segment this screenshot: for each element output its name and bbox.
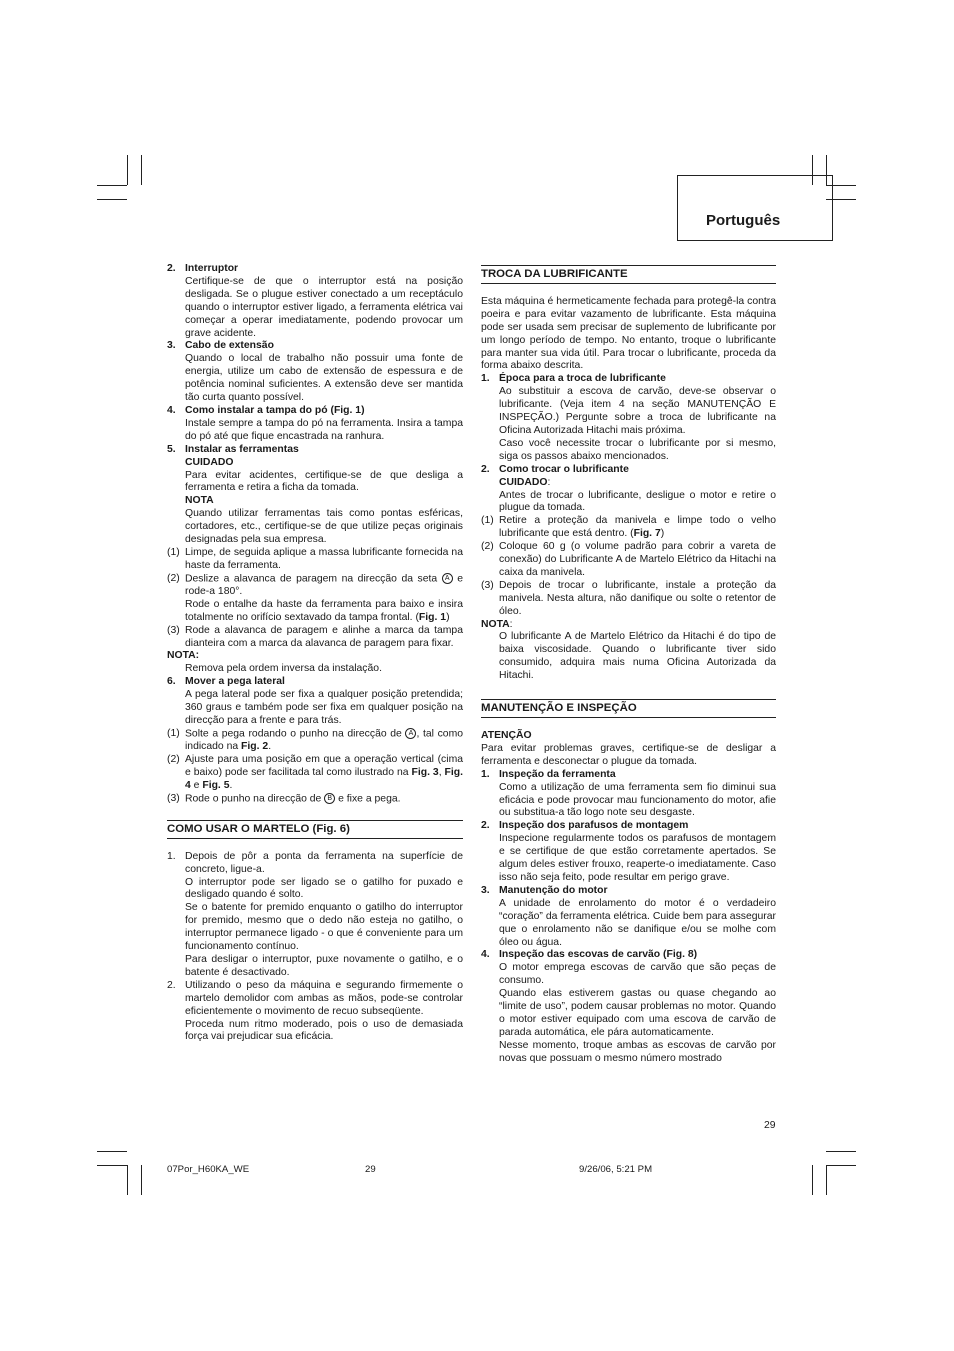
item-switch: 2. Interruptor Certifique-se de que o interruptor está na posição desligada. Se o plugue estiver conectado a um receptáculo quando o interruptor estiver ligado, a ferramenta elétrica vai começar a operar imediatamente, podendo provocar um grave acidente. bbox=[167, 263, 463, 339]
item-dust-cover: 4. Como instalar a tampa do pó (Fig. 1) Instale sempre a tampa do pó na ferramenta. Insira a tampa do pó até que fique encastrada na ranhura. bbox=[167, 404, 463, 442]
item-text: A pega lateral pode ser fixa a qualquer posição pretendida; 360 graus e também pode ser fixa em qualquer posição na direcção para a frente e para trás. bbox=[185, 689, 463, 726]
item-install-tools: 5. Instalar as ferramentas CUIDADO Para evitar acidentes, certifique-se de que desliga a ferramenta e retira a ficha da tomada. NOTA Quando utilizar ferramentas tais como pontas esféricas, cortadores, etc., certifique-se de que utilize peças originais designadas pela sua empresa. bbox=[167, 443, 463, 546]
crop-mark bbox=[812, 1165, 813, 1195]
warning-text: Para evitar problemas graves, certifique-se de desligar a ferramenta e desconectar o plugue da tomada. bbox=[481, 742, 776, 767]
item-title: Manutenção do motor bbox=[499, 884, 608, 896]
section-title-lubricant: TROCA DA LUBRIFICANTE bbox=[481, 265, 776, 284]
item-carbon-brushes: 4. Inspeção das escovas de carvão (Fig. 8) O motor emprega escovas de carvão que são peças de consumo. Quando elas estiverem gastas ou quase chegando ao “limite de uso”, podem causar problemas no motor. Quando o motor estiver equipado com uma escova de carvão de parada automática, ele pára automaticamente. Nesse momento, troque ambas as escovas de carvão por novas que possuam o mesmo número mostrado bbox=[481, 949, 776, 1064]
step: (2) Coloque 60 g (o volume padrão para cobrir a vareta de conexão) do Lubrificante A de Martelo Elétrico da Hitachi na caixa da manivela. bbox=[481, 541, 776, 578]
crop-mark bbox=[127, 1165, 128, 1195]
item-title: Mover a pega lateral bbox=[185, 676, 285, 688]
left-column bbox=[167, 263, 463, 1044]
crop-mark bbox=[141, 155, 142, 185]
circled-letter-icon: A bbox=[405, 728, 416, 739]
note-label: NOTA: bbox=[167, 650, 200, 662]
item-text: Certifique-se de que o interruptor está na posição desligada. Se o plugue estiver conectado a um receptáculo quando o interruptor estiver ligado, a ferramenta elétrica vai começar a operar imediatamente, podendo provocar um grave acidente. bbox=[185, 275, 463, 339]
item-title: Inspeção dos parafusos de montagem bbox=[499, 820, 689, 832]
item-tool-inspection: 1. Inspeção da ferramenta Como a utilização de uma ferramenta sem fio diminui sua eficácia e pode provocar mau funcionamento do motor, afie ou substitua-a tão logo note seu desgaste. bbox=[481, 768, 776, 819]
step: (2) Deslize a alavanca de paragem na direcção da seta A e rode-a 180°. Rode o entalhe da haste da ferramenta para baixo e insira totalmente no orifício sextavado da tampa frontal. (Fig. 1) bbox=[167, 572, 464, 623]
note-label: NOTA bbox=[481, 618, 510, 630]
right-column: TROCA DA LUBRIFICANTE Esta máquina é hermeticamente fechada para protegê-la contra poeira e para evitar vazamento de lubrificante. Esta máquina pode ser usada sem precisar de suplemento de lubrificante por um longo período de tempo. No entanto, troque o lubrificante para manter sua vida útil. Para trocar o lubrificante, proceda da forma abaixo descrita. 1. Época para a troca de lubrificante Ao substituir a escova de carvão, deve-se observar o lubrificante. (Veja item 4 na seção MANUTENÇÃO E INSPEÇÃO.) Pergunte sobre a troca de lubrificante na Oficina Autorizada Hitachi mais próxima. Caso você necessite trocar o lubrificante por si mesmo, siga os passos abaixo mencionados. 2. Como trocar o lubrificante CUIDADO: Antes de trocar o lubrificante, desligue o motor e retire o plugue da tomada. (1) Retire a proteção da manivela e limpe todo o velho lubrificante que está dentro. (Fig. 7) (2) Coloque 60 g (o volume padrão para cobrir a vareta de conexão) do Lubrificante A de Martelo Elétrico da Hitachi na caixa da manivela. (3) Depois de trocar o lubrificante, instale a proteção da manivela. Nesta altura, não danifique ou solte o retentor de óleo. NOTA: O lubrificante A de Martelo Elétrico da Hitachi é do tipo de baixa viscosidade. Quando o lubrificante tiver sido consumido, adquira mais numa Oficina Autorizada da Hitachi. MANUTENÇÃO E INSPEÇÃO ATENÇÃO Para evitar problemas graves, certifique-se de desligar a ferramenta e desconectar o plugue da tomada. 1. Inspeção da ferramenta Como a utilização de uma ferramenta sem fio diminui sua eficácia e pode provocar mau funcionamento do motor, afie ou substitua-a tão logo note seu desgaste. 2. Inspeção dos parafusos de montagem Inspecione regularmente todos os parafusos de montagem e se certifique de que estão corretamente apertados. Se algum deles estiver frouxo, reaperte-o imediatamente. Caso isso não seja feito, pode resultar em perigo grave. 3. Manutenção do motor A unidade de enrolamento do motor é o verdadeiro “coração” da ferramenta elétrica. Cuide bem para assegurar que o enrolamento não se danifique e/ou se molhe com óleo ou água. 4. Inspeção das escovas de carvão (Fig. 8) O motor emprega escovas de carvão que são peças de consumo. Quando elas estiverem gastas ou quase chegando ao “limite de uso”, podem causar problemas no motor. Quando o motor estiver equipado com uma escova de carvão de parada automática, ele pára automaticamente. Nesse momento, troque ambas as escovas de carvão por novas que possuam o mesmo número mostrado bbox=[481, 263, 776, 1066]
item-title: Interruptor bbox=[185, 263, 239, 274]
caution-text: Para evitar acidentes, certifique-se de que desliga a ferramenta e retira a ficha da tomada. bbox=[185, 469, 463, 494]
item-title: Época para a troca de lubrificante bbox=[499, 373, 666, 385]
item-text: Instale sempre a tampa do pó na ferramenta. Insira a tampa do pó até que fique encastrada na ranhura. bbox=[185, 417, 463, 442]
warning-label: ATENÇÃO bbox=[481, 730, 532, 741]
crop-mark bbox=[826, 1165, 827, 1195]
crop-mark bbox=[826, 1151, 856, 1152]
list-item: 2. Utilizando o peso da máquina e segurando firmemente o martelo demolidor com ambas as mãos, pode-se controlar eficientemente o movimento de recuo subseqüente. Proceda num ritmo moderado, pois o uso de demasiada força vai prejudicar sua eficácia. bbox=[167, 979, 463, 1043]
step: (3) Rode o punho na direcção de B e fixe a pega. bbox=[167, 792, 401, 804]
step: (1) Limpe, de seguida aplique a massa lubrificante fornecida na haste da ferramenta. bbox=[167, 546, 463, 571]
item-screw-inspection: 2. Inspeção dos parafusos de montagem Inspecione regularmente todos os parafusos de montagem e se certifique de que estão corretamente apertados. Se algum deles estiver frouxo, reaperte-o imediatamente. Caso isso não seja feito, pode resultar em perigo grave. bbox=[481, 820, 776, 883]
section-title-hammer-use: COMO USAR O MARTELO (Fig. 6) bbox=[167, 820, 463, 839]
circled-letter-icon: A bbox=[442, 573, 453, 584]
item-title: Inspeção das escovas de carvão (Fig. 8) bbox=[499, 949, 698, 961]
step: (1) Retire a proteção da manivela e limpe todo o velho lubrificante que está dentro. (Fig. 7) bbox=[481, 515, 776, 540]
page-number: 29 bbox=[764, 1120, 776, 1131]
note-label: NOTA bbox=[185, 495, 214, 507]
crop-mark bbox=[97, 185, 127, 186]
footer-page: 29 bbox=[365, 1164, 376, 1175]
item-title: Cabo de extensão bbox=[185, 340, 274, 352]
step: (1) Solte a pega rodando o punho na direcção de A , tal como indicado na Fig. 2. bbox=[167, 727, 464, 753]
circled-letter-icon: B bbox=[324, 793, 335, 804]
crop-mark bbox=[97, 1151, 127, 1152]
step: (2) Ajuste para uma posição em que a operação vertical (cima e baixo) pode ser facilitada tal como ilustrado na Fig. 3, Fig. 4 e Fig. 5. bbox=[167, 753, 464, 791]
crop-mark bbox=[141, 1165, 142, 1195]
item-title: Instalar as ferramentas bbox=[185, 443, 299, 455]
list-item: 1. Depois de pôr a ponta da ferramenta na superfície de concreto, ligue-a. O interruptor pode ser ligado se o gatilho for puxado e desligado quando é solto. Se o batente for premido enquanto o gatilho do interruptor for premido, mesmo que o dedo não esteja no gatilho, o interruptor permanece ligado - o que é conveniente para um funcionamento contínuo. Para desligar o interruptor, puxe novamente o gatilho, e o batente é desactivado. bbox=[167, 850, 463, 978]
crop-mark bbox=[127, 155, 128, 185]
section-title-maintenance: MANUTENÇÃO E INSPEÇÃO bbox=[481, 699, 776, 718]
footer-date: 9/26/06, 5:21 PM bbox=[579, 1164, 653, 1175]
crop-mark bbox=[97, 199, 127, 200]
intro-text: Esta máquina é hermeticamente fechada para protegê-la contra poeira e para evitar vazamento de lubrificante. Esta máquina pode ser usada sem precisar de suplemento de lubrificante por um longo período de tempo. No entanto, troque o lubrificante para manter sua vida útil. Para trocar o lubrificante, proceda da forma abaixo descrita. bbox=[481, 295, 776, 372]
item-extension-cord: 3. Cabo de extensão Quando o local de trabalho não possuir uma fonte de energia, utilize um cabo de extensão de espessura e de potência nominal suficientes. A extensão deve ser mantida tão curta quanto possível. bbox=[167, 340, 463, 404]
item-title: Como trocar o lubrificante bbox=[499, 463, 629, 475]
footer-file: 07Por_H60KA_WE bbox=[167, 1164, 250, 1175]
item-motor-maintenance: 3. Manutenção do motor A unidade de enrolamento do motor é o verdadeiro “coração” da ferramenta elétrica. Cuide bem para assegurar que o enrolamento não se danifique e/ou se molhe com óleo ou água. bbox=[481, 884, 776, 948]
step: (3) Depois de trocar o lubrificante, instale a proteção da manivela. Nesta altura, não danifique ou solte o retentor de óleo. bbox=[481, 579, 776, 617]
step: (3) Rode a alavanca de paragem e alinhe a marca da tampa dianteira com a marca da alavanca de paragem para fixar. bbox=[167, 624, 463, 649]
note-text: Quando utilizar ferramentas tais como pontas esféricas, cortadores, etc., certifique-se de que utilize peças originais designadas pela sua empresa. bbox=[185, 508, 463, 546]
note-text: Remova pela ordem inversa da instalação. bbox=[185, 663, 382, 675]
item-side-handle: 6. Mover a pega lateral A pega lateral pode ser fixa a qualquer posição pretendida; 360 graus e também pode ser fixa em qualquer posição na direcção para a frente e para trás. bbox=[167, 676, 463, 726]
caution-text: Antes de trocar o lubrificante, desligue o motor e retire o plugue da tomada. bbox=[499, 489, 776, 514]
note-text: O lubrificante A de Martelo Elétrico da Hitachi é do tipo de baixa viscosidade. Quando o lubrificante tiver sido consumido, adquira mais numa Oficina Autorizada da Hitachi. bbox=[499, 631, 776, 682]
item-title: Inspeção da ferramenta bbox=[499, 768, 616, 780]
item-lubricant-change: 2. Como trocar o lubrificante CUIDADO: Antes de trocar o lubrificante, desligue o motor e retire o plugue da tomada. bbox=[481, 463, 776, 514]
crop-mark bbox=[826, 1165, 856, 1166]
language-box bbox=[677, 175, 833, 241]
item-title: Como instalar a tampa do pó (Fig. 1) bbox=[185, 404, 365, 416]
caution-label: CUIDADO bbox=[185, 456, 234, 468]
caution-label: CUIDADO bbox=[499, 476, 548, 488]
item-text: Quando o local de trabalho não possuir uma fonte de energia, utilize um cabo de extensão de espessura e de potência nominal suficientes. A extensão deve ser mantida tão curta quanto possível. bbox=[185, 353, 463, 404]
language-label: Português bbox=[706, 212, 781, 229]
crop-mark bbox=[97, 1165, 127, 1166]
item-lubricant-time: 1. Época para a troca de lubrificante Ao substituir a escova de carvão, deve-se observar o lubrificante. (Veja item 4 na seção MANUTENÇÃO E INSPEÇÃO.) Pergunte sobre a troca de lubrificante na Oficina Autorizada Hitachi mais próxima. Caso você necessite trocar o lubrificante por si mesmo, siga os passos abaixo mencionados. bbox=[481, 373, 776, 462]
